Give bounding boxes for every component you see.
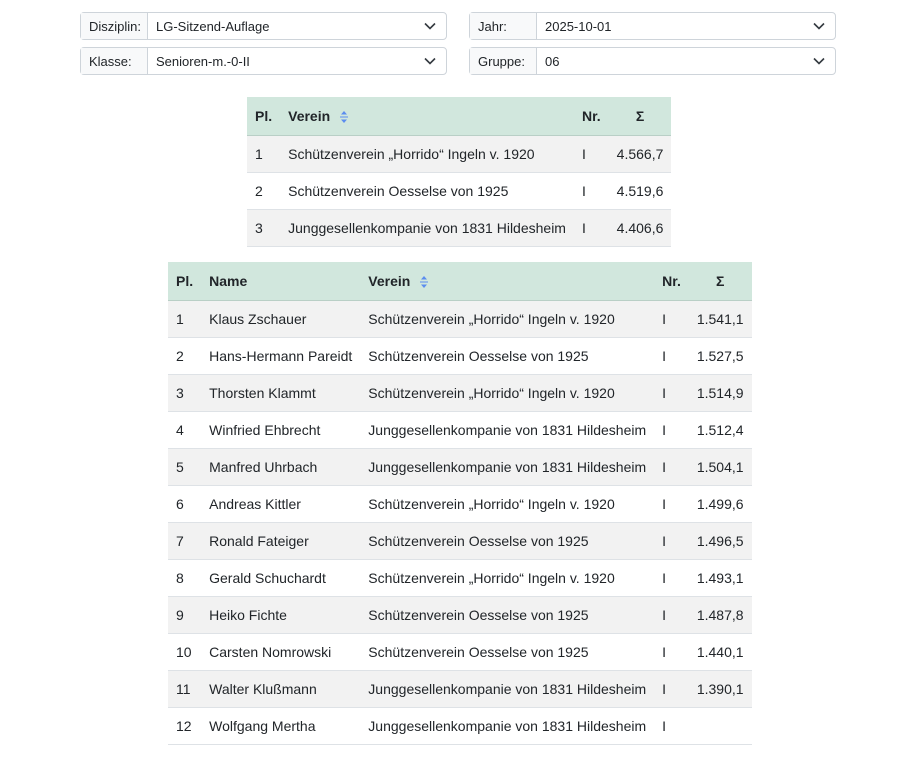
sum-cell — [689, 708, 752, 745]
place-cell: 10 — [168, 634, 201, 671]
shooter-header-nr: Nr. — [654, 262, 689, 301]
nr-cell: I — [654, 634, 689, 671]
sum-cell: 1.499,6 — [689, 486, 752, 523]
chevron-down-icon — [424, 57, 436, 65]
table-row — [168, 301, 752, 338]
jahr-label: Jahr: — [470, 13, 537, 39]
place-cell: 6 — [168, 486, 201, 523]
name-cell: Walter Klußmann — [201, 671, 360, 708]
place-cell: 7 — [168, 523, 201, 560]
club-header-club-label: Verein — [288, 107, 331, 124]
club-cell: Junggesellenkompanie von 1831 Hildesheim — [360, 412, 654, 449]
chevron-down-icon — [813, 22, 825, 30]
name-cell: Wolfgang Mertha — [201, 708, 360, 745]
name-cell: Carsten Nomrowski — [201, 634, 360, 671]
place-cell: 12 — [168, 708, 201, 745]
nr-cell: I — [574, 136, 609, 173]
club-cell: Schützenverein „Horrido“ Ingeln v. 1920 — [280, 136, 574, 173]
place-cell: 9 — [168, 597, 201, 634]
place-cell: 2 — [168, 338, 201, 375]
club-cell: Junggesellenkompanie von 1831 Hildesheim — [280, 210, 574, 247]
club-cell: Junggesellenkompanie von 1831 Hildesheim — [360, 708, 654, 745]
sort-icon[interactable] — [339, 110, 349, 124]
table-row — [168, 449, 752, 486]
club-cell: Schützenverein „Horrido“ Ingeln v. 1920 — [360, 301, 654, 338]
nr-cell: I — [654, 486, 689, 523]
sum-cell: 1.512,4 — [689, 412, 752, 449]
table-row — [247, 173, 671, 210]
sum-cell: 4.519,6 — [609, 173, 672, 210]
place-cell: 1 — [168, 301, 201, 338]
club-header-sum: Σ — [609, 97, 672, 136]
place-cell: 2 — [247, 173, 280, 210]
table-row — [168, 560, 752, 597]
sum-cell: 1.527,5 — [689, 338, 752, 375]
jahr-value: 2025-10-01 — [545, 18, 612, 34]
table-row — [168, 671, 752, 708]
nr-cell: I — [574, 173, 609, 210]
name-cell: Thorsten Klammt — [201, 375, 360, 412]
gruppe-filter — [469, 47, 836, 75]
club-ranking-table — [247, 97, 671, 247]
shooter-header-club[interactable] — [360, 262, 654, 301]
name-cell: Klaus Zschauer — [201, 301, 360, 338]
sum-cell: 4.566,7 — [609, 136, 672, 173]
sum-cell: 1.487,8 — [689, 597, 752, 634]
sum-cell: 4.406,6 — [609, 210, 672, 247]
place-cell: 8 — [168, 560, 201, 597]
table-row — [168, 523, 752, 560]
name-cell: Gerald Schuchardt — [201, 560, 360, 597]
sum-cell: 1.390,1 — [689, 671, 752, 708]
name-cell: Hans-Hermann Pareidt — [201, 338, 360, 375]
table-row — [247, 136, 671, 173]
table-row — [168, 338, 752, 375]
klasse-select[interactable] — [148, 48, 446, 74]
disziplin-filter — [80, 12, 447, 40]
sum-cell: 1.493,1 — [689, 560, 752, 597]
table-row — [168, 486, 752, 523]
shooter-header-name: Name — [201, 262, 360, 301]
sum-cell: 1.514,9 — [689, 375, 752, 412]
nr-cell: I — [654, 560, 689, 597]
nr-cell: I — [654, 671, 689, 708]
sum-cell: 1.440,1 — [689, 634, 752, 671]
shooter-header-sum: Σ — [689, 262, 752, 301]
table-row — [168, 708, 752, 745]
gruppe-select[interactable] — [537, 48, 835, 74]
gruppe-value: 06 — [545, 53, 560, 69]
klasse-value: Senioren-m.-0-II — [156, 53, 250, 69]
sum-cell: 1.541,1 — [689, 301, 752, 338]
club-cell: Junggesellenkompanie von 1831 Hildesheim — [360, 671, 654, 708]
shooter-ranking-table — [168, 262, 752, 745]
nr-cell: I — [654, 597, 689, 634]
table-row — [168, 634, 752, 671]
club-cell: Schützenverein „Horrido“ Ingeln v. 1920 — [360, 486, 654, 523]
club-cell: Schützenverein Oesselse von 1925 — [280, 173, 574, 210]
klasse-label: Klasse: — [81, 48, 148, 74]
nr-cell: I — [654, 708, 689, 745]
disziplin-label: Disziplin: — [81, 13, 148, 39]
gruppe-label: Gruppe: — [470, 48, 537, 74]
place-cell: 1 — [247, 136, 280, 173]
nr-cell: I — [654, 301, 689, 338]
nr-cell: I — [654, 449, 689, 486]
nr-cell: I — [654, 338, 689, 375]
nr-cell: I — [654, 412, 689, 449]
club-header-nr: Nr. — [574, 97, 609, 136]
place-cell: 4 — [168, 412, 201, 449]
table-row — [247, 210, 671, 247]
club-cell: Schützenverein Oesselse von 1925 — [360, 523, 654, 560]
sort-icon[interactable] — [419, 275, 429, 289]
table-row — [168, 597, 752, 634]
place-cell: 3 — [247, 210, 280, 247]
klasse-filter — [80, 47, 447, 75]
chevron-down-icon — [813, 57, 825, 65]
table-row — [168, 412, 752, 449]
nr-cell: I — [654, 375, 689, 412]
jahr-select[interactable] — [537, 13, 835, 39]
club-cell: Schützenverein Oesselse von 1925 — [360, 597, 654, 634]
jahr-filter — [469, 12, 836, 40]
nr-cell: I — [574, 210, 609, 247]
table-row — [168, 375, 752, 412]
club-cell: Schützenverein „Horrido“ Ingeln v. 1920 — [360, 560, 654, 597]
sum-cell: 1.504,1 — [689, 449, 752, 486]
sum-cell: 1.496,5 — [689, 523, 752, 560]
club-cell: Junggesellenkompanie von 1831 Hildesheim — [360, 449, 654, 486]
disziplin-select[interactable] — [148, 13, 446, 39]
name-cell: Manfred Uhrbach — [201, 449, 360, 486]
shooter-header-place: Pl. — [168, 262, 201, 301]
club-cell: Schützenverein „Horrido“ Ingeln v. 1920 — [360, 375, 654, 412]
club-table-header-row — [247, 97, 671, 136]
place-cell: 11 — [168, 671, 201, 708]
name-cell: Andreas Kittler — [201, 486, 360, 523]
club-cell: Schützenverein Oesselse von 1925 — [360, 338, 654, 375]
shooter-header-club-label: Verein — [368, 272, 411, 289]
chevron-down-icon — [424, 22, 436, 30]
shooter-table-header-row — [168, 262, 752, 301]
name-cell: Ronald Fateiger — [201, 523, 360, 560]
nr-cell: I — [654, 523, 689, 560]
place-cell: 3 — [168, 375, 201, 412]
club-cell: Schützenverein Oesselse von 1925 — [360, 634, 654, 671]
disziplin-value: LG-Sitzend-Auflage — [156, 18, 270, 34]
place-cell: 5 — [168, 449, 201, 486]
club-header-club[interactable] — [280, 97, 574, 136]
name-cell: Winfried Ehbrecht — [201, 412, 360, 449]
club-header-place: Pl. — [247, 97, 280, 136]
name-cell: Heiko Fichte — [201, 597, 360, 634]
